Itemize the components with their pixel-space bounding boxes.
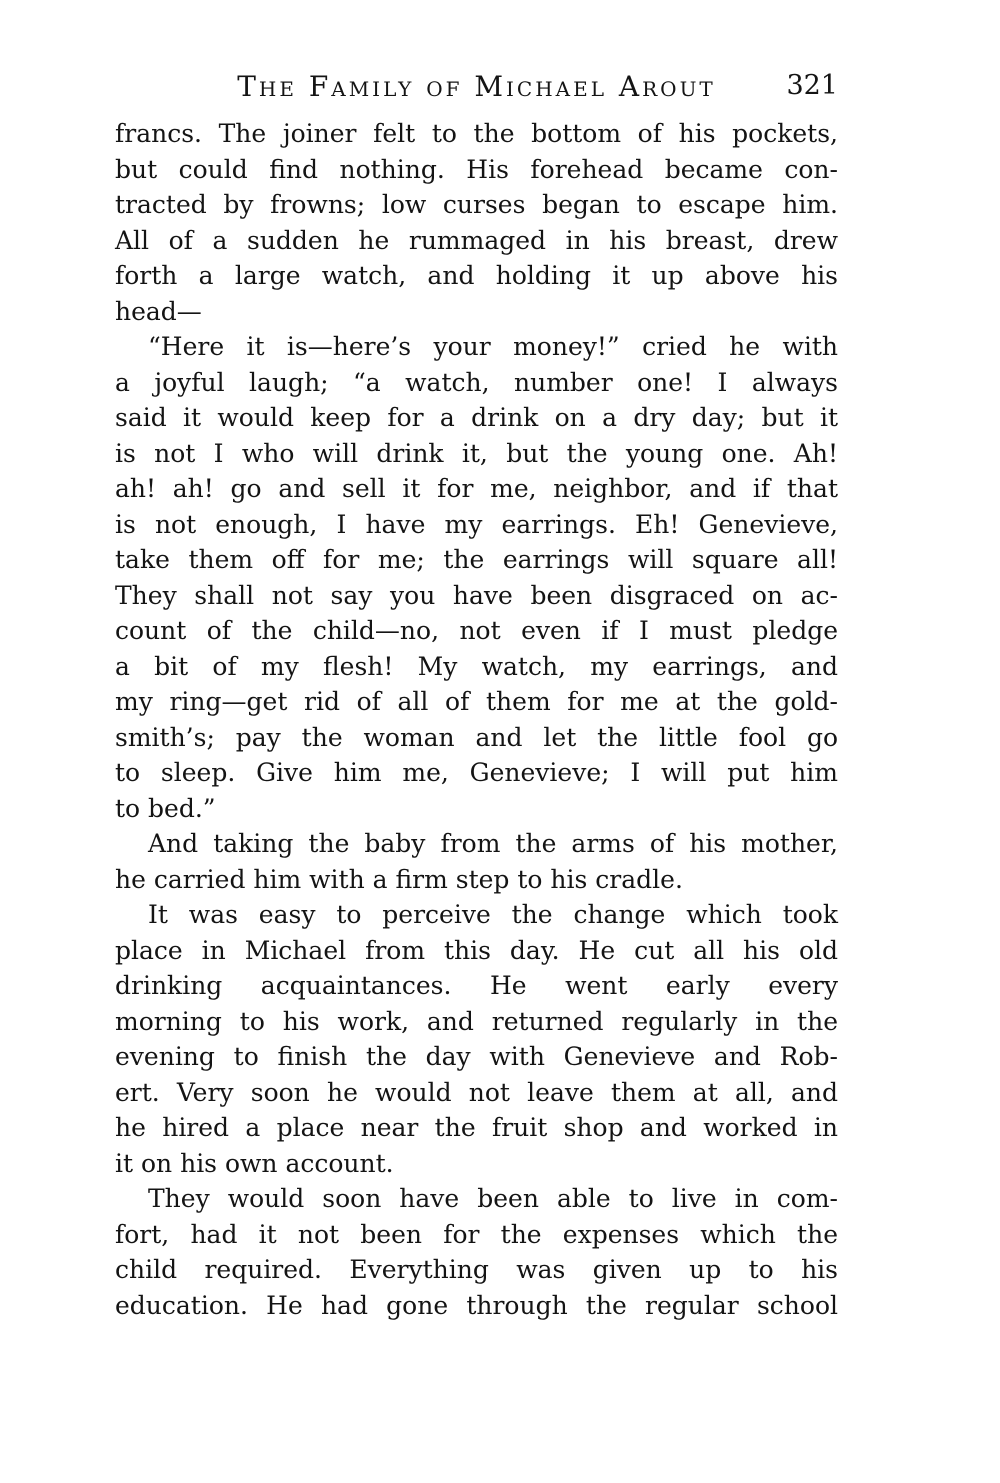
text-line: is not enough, I have my earrings. Eh! Genevieve, [115, 509, 838, 539]
text-line: to bed.” [115, 793, 216, 823]
text-line: It was easy to perceive the change which took [148, 900, 838, 929]
text-line: They would soon have been able to live in com- [148, 1184, 838, 1213]
text-line: he hired a place near the fruit shop and worked in [115, 1113, 838, 1142]
text-line: ert. Very soon he would not leave them at all, and [115, 1077, 838, 1107]
paragraph [115, 329, 838, 826]
paragraph [115, 116, 838, 329]
body-text [115, 116, 838, 1323]
text-line: is not I who will drink it, but the young one. Ah! [115, 438, 838, 468]
paragraph [115, 826, 838, 897]
text-line: francs. The joiner felt to the bottom of his pockets, [115, 119, 838, 148]
text-line: forth a large watch, and holding it up above his [115, 261, 838, 290]
paragraph [115, 1181, 838, 1323]
text-line: drinking acquaintances. He went early every [115, 971, 838, 1000]
text-line: but could find nothing. His forehead became con- [115, 154, 838, 184]
text-line: take them off for me; the earrings will square all! [115, 545, 838, 574]
text-line: said it would keep for a drink on a dry day; but it [115, 403, 838, 432]
text-line: he carried him with a firm step to his cradle. [115, 864, 683, 894]
text-line: ah! ah! go and sell it for me, neighbor, and if that [115, 474, 838, 503]
text-line: smith’s; pay the woman and let the little fool go [115, 722, 838, 752]
text-line: place in Michael from this day. He cut all his old [115, 935, 838, 965]
text-line: And taking the baby from the arms of his mother, [148, 829, 838, 858]
text-line: it on his own account. [115, 1148, 394, 1178]
text-line: child required. Everything was given up to his [115, 1255, 838, 1284]
running-header [115, 70, 838, 106]
text-line: education. He had gone through the regular school [115, 1290, 838, 1320]
text-line: head— [115, 296, 202, 326]
text-line: tracted by frowns; low curses began to escape him. [115, 190, 838, 219]
text-line: morning to his work, and returned regularly in the [115, 1006, 838, 1036]
text-line: fort, had it not been for the expenses which the [115, 1219, 838, 1249]
text-line: evening to finish the day with Genevieve and Rob- [115, 1042, 838, 1071]
text-line: a bit of my flesh! My watch, my earrings, and [115, 651, 838, 681]
text-line: my ring—get rid of all of them for me at the gold- [115, 687, 838, 716]
running-title: The Family of Michael Arout [237, 70, 716, 103]
paragraph [115, 897, 838, 1181]
text-line: a joyful laugh; “a watch, number one! I always [115, 367, 838, 397]
text-line: count of the child—no, not even if I must pledge [115, 616, 838, 645]
text-line: to sleep. Give him me, Genevieve; I will put him [115, 758, 838, 787]
text-line: All of a sudden he rummaged in his breast, drew [115, 225, 838, 255]
text-line: They shall not say you have been disgraced on ac- [115, 580, 838, 610]
text-line: “Here it is—here’s your money!” cried he with [148, 332, 838, 361]
page-number: 321 [786, 70, 838, 101]
